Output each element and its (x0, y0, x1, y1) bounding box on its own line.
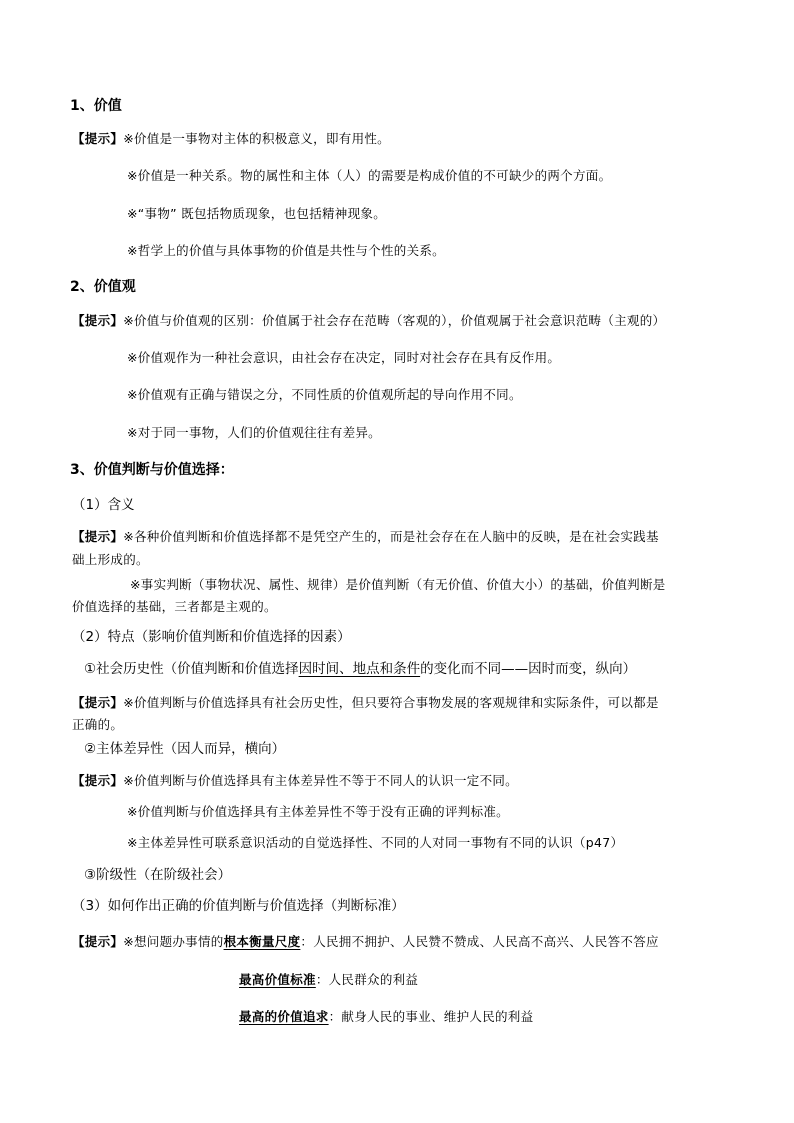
tip-label: 【提示】 (72, 529, 124, 544)
tip-text: ※价值是一事物对主体的积极意义，即有用性。 (123, 131, 390, 146)
tip-text: ※价值判断与价值选择具有主体差异性不等于不同人的认识一定不同。 (123, 773, 518, 788)
tip-label: 【提示】 (72, 934, 124, 949)
pursuit-key-term: 最高的价值追求 (239, 1009, 329, 1024)
section-1-heading: 1、价值 (70, 98, 122, 114)
section-1-note-3: ※哲学上的价值与具体事物的价值是共性与个性的关系。 (127, 243, 445, 258)
feature-2-note-1: ※价值判断与价值选择具有主体差异性不等于没有正确的评判标准。 (127, 804, 509, 819)
section-2-note-2: ※价值观有正确与错误之分，不同性质的价值观所起的导向作用不同。 (127, 387, 522, 402)
subsection-2-title: （2）特点（影响价值判断和价值选择的因素） (72, 629, 351, 645)
section-2-note-1: ※价值观作为一种社会意识，由社会存在决定，同时对社会存在具有反作用。 (127, 350, 561, 365)
feature-2: ②主体差异性（因人而异，横向） (84, 741, 286, 757)
section-2-tip (72, 312, 665, 330)
subsection-3-tip (72, 933, 659, 951)
tip-key-term: 根本衡量尺度 (223, 934, 301, 949)
tip-rest: ：人民拥不拥护、人民赞不赞成、人民高不高兴、人民答不答应 (300, 934, 659, 949)
tip-text: ※价值判断与价值选择具有社会历史性，但只要符合事物发展的客观规律和实际条件，可以都是 (123, 695, 659, 710)
tip-label: 【提示】 (72, 773, 124, 788)
feature-2-note-2: ※主体差异性可联系意识活动的自觉选择性、不同的人对同一事物有不同的认识（p47） (127, 835, 624, 850)
section-1-tip (72, 130, 390, 148)
subsection-1-title: （1）含义 (72, 497, 135, 513)
subsection-1-note-line-2: 价值选择的基础，三者都是主观的。 (72, 599, 277, 614)
subsection-1-note-line-1: ※事实判断（事物状况、属性、规律）是价值判断（有无价值、价值大小）的基础，价值判断是 (130, 577, 666, 592)
subsection-1-tip-line-1 (72, 528, 659, 546)
subsection-1-tip-line-2: 础上形成的。 (72, 552, 149, 567)
feature-1-pre: ①社会历史性（价值判断和价值选择 (84, 661, 299, 677)
tip-text: ※各种价值判断和价值选择都不是凭空产生的，而是社会存在在人脑中的反映，是在社会实践基 (123, 529, 659, 544)
tip-prefix: ※想问题办事情的 (123, 934, 224, 949)
feature-3: ③阶级性（在阶级社会） (84, 867, 232, 883)
section-3-heading: 3、价值判断与价值选择： (70, 462, 234, 478)
standard-key-term: 最高价值标准 (239, 972, 316, 987)
feature-1-tip-line-2: 正确的。 (72, 717, 124, 732)
section-2-heading: 2、价值观 (70, 279, 136, 295)
feature-1-tip-line-1 (72, 694, 659, 712)
section-2-note-3: ※对于同一事物，人们的价值观往往有差异。 (127, 425, 381, 440)
feature-1-underlined: 因时间、地点和条件 (298, 661, 421, 677)
tip-label: 【提示】 (72, 695, 124, 710)
tip-label: 【提示】 (72, 313, 124, 328)
feature-2-tip (72, 772, 518, 790)
section-1-note-2: ※“事物” 既包括物质现象，也包括精神现象。 (127, 206, 386, 221)
standard-text: ：人民群众的利益 (315, 972, 419, 987)
subsection-3-title: （3）如何作出正确的价值判断与价值选择（判断标准） (72, 898, 405, 914)
highest-value-standard (239, 971, 418, 989)
pursuit-text: ：献身人民的事业、维护人民的利益 (328, 1009, 534, 1024)
tip-text: ※价值与价值观的区别：价值属于社会存在范畴（客观的），价值观属于社会意识范畴（主观的） (123, 313, 666, 328)
highest-value-pursuit (239, 1008, 533, 1026)
tip-label: 【提示】 (72, 131, 124, 146)
section-1-note-1: ※价值是一种关系。物的属性和主体（人）的需要是构成价值的不可缺少的两个方面。 (127, 168, 612, 183)
feature-1-post: 的变化而不同——因时而变，纵向） (420, 661, 637, 677)
feature-1 (84, 660, 636, 678)
